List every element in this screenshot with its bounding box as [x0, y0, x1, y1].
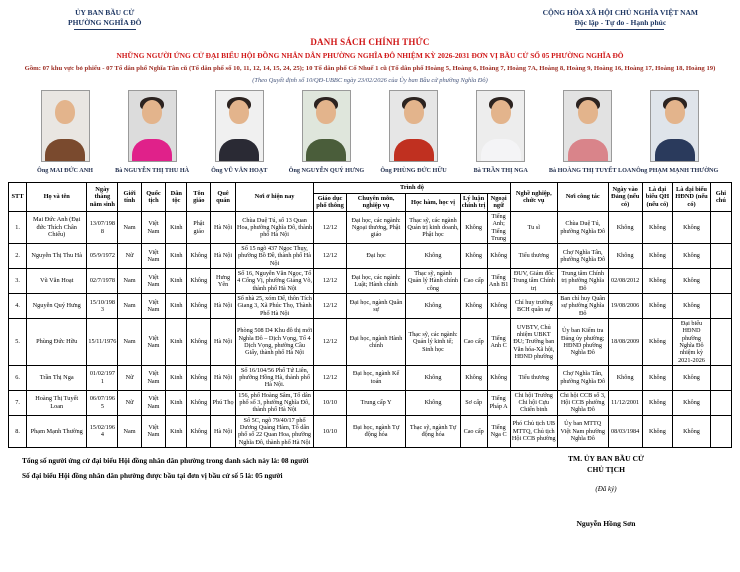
table-cell: Đại biểu HĐND phường Nghĩa Đô nhiệm kỳ 2021-2026: [673, 318, 711, 365]
table-cell: Kinh: [166, 415, 187, 447]
col-header-name: Họ và tên: [27, 183, 87, 212]
table-cell: [710, 269, 731, 294]
table-body: [9, 211, 732, 447]
table-cell: Thạc sỹ, các ngành: Quản lý kinh tế; Sinh học: [406, 318, 460, 365]
table-cell: Không: [187, 244, 211, 269]
candidate-photo-caption: Ông NGUYỄN QUÝ HƯNG: [288, 167, 365, 175]
table-cell: Không: [642, 318, 672, 365]
col-header-council-deputy: Là đại biểu HĐND (nếu có): [673, 183, 711, 212]
candidate-portrait-photo: [476, 90, 525, 162]
table-cell: Trần Thị Nga: [27, 365, 87, 390]
table-cell: Không: [673, 294, 711, 319]
table-cell: 11/12/2001: [608, 390, 642, 415]
table-cell: Không: [460, 211, 487, 243]
portrait-head-shape: [142, 100, 162, 124]
table-cell: Kinh: [166, 244, 187, 269]
table-cell: Phật giáo: [187, 211, 211, 243]
table-cell: Không: [673, 390, 711, 415]
table-cell: Không: [673, 244, 711, 269]
candidate-photo-caption: Ông VŨ VĂN HOẠT: [211, 167, 268, 175]
table-cell: Tiếng Anh B1: [487, 269, 510, 294]
table-cell: Không: [608, 365, 642, 390]
authority-line1: ỦY BAN BẦU CỬ: [75, 8, 135, 17]
table-cell: Kinh: [166, 390, 187, 415]
table-cell: 5.: [9, 318, 27, 365]
table-cell: Số 5C, ngõ 79/40/17 phố Dương Quảng Hàm, Tổ dân phố số 22 Quan Hoa, phường Nghĩa Đô, thành phố Hà Nội: [235, 415, 313, 447]
table-cell: Chi hội Trưởng Chi hội Cựu Chiến binh: [510, 390, 557, 415]
candidate-photo-caption: Ông PHẠM MẠNH THƯỜNG: [635, 167, 719, 175]
candidate-portrait-photo: [302, 90, 351, 162]
table-cell: Không: [608, 211, 642, 243]
table-cell: Chi hội CCB số 3, Hội CCB phường Nghĩa Đô: [557, 390, 608, 415]
document-title: DANH SÁCH CHÍNH THỨC: [310, 37, 430, 48]
table-cell: Không: [642, 294, 672, 319]
table-cell: Tiểu thương: [510, 244, 557, 269]
table-cell: 15/10/1983: [87, 294, 118, 319]
table-cell: Không: [187, 269, 211, 294]
portrait-torso-shape: [394, 139, 434, 162]
signer-name: Nguyễn Hồng Sơn: [576, 519, 636, 529]
portrait-head-shape: [229, 100, 249, 124]
table-cell: Phòng 508 D4 Khu đô thị mới Nghĩa Đô – Dịch Vọng, Tổ 4 Dịch Vọng, phường Cầu Giấy, thành phố Hà Nội: [235, 318, 313, 365]
candidate-photo-caption: Ông MAI ĐỨC ANH: [37, 167, 93, 175]
candidate-photo-caption: Bà NGUYỄN THỊ THU HÀ: [115, 167, 190, 175]
col-header-residence: Nơi ở hiện nay: [235, 183, 313, 212]
table-cell: 05/9/1972: [87, 244, 118, 269]
table-cell: Chợ Nghĩa Tân, phường Nghĩa Đô: [557, 244, 608, 269]
portrait-head-shape: [55, 100, 75, 124]
candidate-photo-card: [375, 90, 453, 174]
signature-block: [486, 454, 726, 528]
table-row: [9, 211, 732, 243]
table-cell: Không: [187, 294, 211, 319]
table-cell: Không: [187, 318, 211, 365]
table-cell: 19/08/2006: [608, 294, 642, 319]
table-cell: Kinh: [166, 269, 187, 294]
table-cell: [710, 415, 731, 447]
col-header-notes: Ghi chú: [710, 183, 731, 212]
table-cell: Kinh: [166, 294, 187, 319]
table-cell: Số 16/104/56 Phố Tứ Liên, phường Hồng Hà, thành phố Hà Nội.: [235, 365, 313, 390]
document-footer: [0, 454, 740, 528]
table-header: [9, 183, 732, 212]
table-cell: Đại học, các ngành: Luật; Hành chính: [346, 269, 405, 294]
portrait-torso-shape: [655, 139, 695, 162]
candidate-portrait-photo: [41, 90, 90, 162]
table-cell: [710, 365, 731, 390]
table-cell: Thạc sỹ, các ngành Quản trị kinh doanh, Phật học: [406, 211, 460, 243]
table-cell: Không: [642, 415, 672, 447]
table-cell: 06/07/1965: [87, 390, 118, 415]
authority-line2: PHƯỜNG NGHĨA ĐÔ: [68, 18, 142, 28]
portrait-head-shape: [491, 100, 511, 124]
table-cell: Đại học, ngành Quân sự: [346, 294, 405, 319]
table-cell: 4.: [9, 294, 27, 319]
col-header-foreign-language: Ngoại ngữ: [487, 193, 510, 211]
table-cell: 02/08/2012: [608, 269, 642, 294]
table-row: [9, 294, 732, 319]
portrait-head-shape: [404, 100, 424, 124]
table-cell: Không: [487, 244, 510, 269]
table-cell: Hà Nội: [211, 365, 236, 390]
portrait-torso-shape: [306, 139, 346, 162]
table-cell: Chợ Nghĩa Tân, phường Nghĩa Đô: [557, 365, 608, 390]
table-cell: Nữ: [118, 365, 141, 390]
table-cell: Không: [673, 211, 711, 243]
table-cell: 10/10: [314, 415, 347, 447]
table-cell: Hà Nội: [211, 415, 236, 447]
table-cell: Số nhà 25, xóm Dế, thôn Tích Giang 3, Xã Phúc Thọ, Thành Phố Hà Nội: [237, 295, 312, 317]
table-cell: Nam: [118, 211, 141, 243]
table-cell: Đại học: [346, 244, 405, 269]
table-cell: Việt Nam: [141, 294, 166, 319]
table-cell: Sơ cấp: [460, 390, 487, 415]
table-cell: Việt Nam: [141, 211, 166, 243]
col-header-religion: Tôn giáo: [187, 183, 211, 212]
table-cell: Thạc sỹ, ngành Tự động hóa: [406, 415, 460, 447]
candidate-photo-card: [287, 90, 365, 174]
table-cell: Phó Chủ tịch UB MTTQ, Chủ tịch Hội CCB phường: [510, 415, 557, 447]
portrait-head-shape: [578, 100, 598, 124]
table-cell: Kinh: [166, 365, 187, 390]
table-cell: Đại học, ngành Tự động hóa: [346, 415, 405, 447]
col-header-na-deputy: Là đại biểu QH (nếu có): [642, 183, 672, 212]
signing-title: CHỦ TỊCH: [586, 464, 626, 474]
col-header-hometown: Quê quán: [211, 183, 236, 212]
table-cell: UVBTV, Chủ nhiệm UBKT ĐU; Trưởng ban Văn hóa-Xã hội, HĐND phường: [510, 318, 557, 365]
candidate-portrait-photo: [128, 90, 177, 162]
table-row: [9, 269, 732, 294]
national-motto-block: [543, 8, 698, 30]
table-cell: Nam: [118, 269, 141, 294]
table-row: [9, 415, 732, 447]
col-header-ethnicity: Dân tộc: [166, 183, 187, 212]
table-cell: Hưng Yên: [211, 269, 236, 294]
table-cell: Tiếng Anh; Tiếng Trung: [487, 211, 510, 243]
table-cell: Không: [642, 365, 672, 390]
table-cell: 12/12: [314, 318, 347, 365]
col-header-political-theory: Lý luận chính trị: [460, 193, 487, 211]
table-cell: 08/03/1984: [608, 415, 642, 447]
table-row: [9, 390, 732, 415]
table-cell: Không: [673, 365, 711, 390]
table-cell: Không: [487, 294, 510, 319]
table-cell: Trung cấp Y: [346, 390, 405, 415]
table-cell: Số 15 ngõ 437 Ngọc Thụy, phường Bồ Đề, thành phố Hà Nội: [235, 244, 313, 269]
candidate-portrait-photo: [563, 90, 612, 162]
candidate-photo-card: [635, 90, 719, 175]
table-cell: Nữ: [118, 390, 141, 415]
table-cell: Trung tâm Chính trị phường Nghĩa Đô: [557, 269, 608, 294]
table-cell: Phùng Đức Hữu: [27, 318, 87, 365]
table-cell: 12/12: [314, 269, 347, 294]
table-cell: Hà Nội: [211, 244, 236, 269]
signing-authority: TM. ỦY BAN BẦU CỬ: [567, 453, 644, 463]
table-cell: Không: [460, 244, 487, 269]
table-cell: 01/02/1971: [87, 365, 118, 390]
table-cell: 02/7/1978: [87, 269, 118, 294]
table-cell: 3.: [9, 269, 27, 294]
table-cell: 15/11/1976: [87, 318, 118, 365]
table-cell: Chỉ huy trưởng BCH quân sự: [510, 294, 557, 319]
table-cell: Phạm Mạnh Thường: [27, 415, 87, 447]
table-cell: Không: [642, 211, 672, 243]
table-cell: Không: [460, 365, 487, 390]
table-cell: Tu sĩ: [510, 211, 557, 243]
col-header-academic: Học hàm, học vị: [406, 193, 460, 211]
table-row: [9, 318, 732, 365]
table-cell: Không: [608, 244, 642, 269]
table-cell: Tiếng Anh C: [487, 318, 510, 365]
table-cell: Cao cấp: [460, 415, 487, 447]
candidate-photo-caption: Bà HOÀNG THỊ TUYẾT LOAN: [548, 167, 636, 175]
document-subtitle: NHỮNG NGƯỜI ỨNG CỬ ĐẠI BIỂU HỘI ĐỒNG NHÂN DÂN PHƯỜNG NGHĨA ĐÔ NHIỆM KỲ 2026-2031 ĐƠN VỊ BẦU CỬ SỐ 05 PHƯỜNG NGHĨA ĐÔ: [116, 51, 624, 61]
table-cell: Không: [642, 269, 672, 294]
table-cell: Ban chỉ huy Quân sự phường Nghĩa Đô: [557, 294, 608, 319]
table-cell: Hoàng Thị Tuyết Loan: [27, 390, 87, 415]
seats-line: Số đại biểu Hội đồng nhân dân phường được bầu tại đơn vị bầu cử số 5 là: 05 người: [22, 470, 283, 480]
candidate-photo-card: [548, 90, 636, 175]
table-cell: 156, phố Hoàng Sâm, Tổ dân phố số 3, phường Nghĩa Đô, thành phố Hà Nội: [235, 390, 313, 415]
table-cell: Việt Nam: [141, 269, 166, 294]
table-cell: Hà Nội: [211, 294, 236, 319]
table-cell: Nguyễn Thị Thu Hà: [27, 244, 87, 269]
candidate-photo-card: [113, 90, 191, 174]
table-cell: Số 16, Nguyễn Văn Ngọc, Tổ 4 Cống Vị, phường Giảng Võ, thành phố Hà Nội: [237, 270, 313, 292]
national-title: CỘNG HÒA XÃ HỘI CHỦ NGHĨA VIỆT NAM: [542, 8, 698, 17]
table-cell: Không: [406, 294, 460, 319]
table-cell: Ủy ban MTTQ Việt Nam phường Nghĩa Đô: [557, 415, 608, 447]
portrait-torso-shape: [45, 139, 85, 162]
col-header-occupation: Nghề nghiệp, chức vụ: [510, 183, 557, 212]
portrait-torso-shape: [132, 139, 172, 162]
candidate-portrait-photo: [650, 90, 699, 162]
col-header-nationality: Quốc tịch: [141, 183, 166, 212]
table-cell: Không: [673, 269, 711, 294]
col-header-general-education: Giáo dục phổ thông: [314, 193, 347, 211]
table-cell: Việt Nam: [141, 390, 166, 415]
col-header-party-date: Ngày vào Đảng (nếu có): [608, 183, 642, 212]
table-cell: [710, 390, 731, 415]
candidate-photos-row: [0, 90, 740, 174]
table-row: [9, 365, 732, 390]
table-cell: Kinh: [166, 211, 187, 243]
table-cell: Không: [406, 390, 460, 415]
table-cell: Tiếng Pháp A: [487, 390, 510, 415]
table-cell: Không: [487, 365, 510, 390]
col-header-workplace: Nơi công tác: [557, 183, 608, 212]
table-cell: Thạc sỹ, ngành Quản lý Hành chính công: [406, 269, 460, 294]
table-cell: Nguyễn Quý Hưng: [27, 294, 87, 319]
table-cell: [710, 211, 731, 243]
col-header-professional: Chuyên môn, nghiệp vụ: [346, 193, 405, 211]
candidate-photo-caption: Ông PHÙNG ĐỨC HỮU: [380, 167, 447, 175]
table-cell: Việt Nam: [141, 318, 166, 365]
col-header-stt: STT: [9, 183, 27, 212]
table-cell: Không: [642, 244, 672, 269]
candidate-photo-card: [462, 90, 540, 174]
table-cell: Ủy ban Kiểm tra Đảng ủy phường; HĐND phường Nghĩa Đô: [557, 318, 608, 365]
national-motto: Độc lập - Tự do - Hạnh phúc: [574, 18, 667, 28]
table-cell: 2.: [9, 244, 27, 269]
table-cell: Không: [642, 390, 672, 415]
table-cell: 13/07/1988: [87, 211, 118, 243]
table-cell: 12/12: [314, 365, 347, 390]
table-cell: Chùa Duệ Tú, số 13 Quan Hoa, phường Nghĩa Đô, thành phố Hà Nội: [235, 211, 313, 243]
table-cell: Mai Đức Anh (Đại đức Thích Chân Chiếu): [27, 211, 87, 243]
candidate-portrait-photo: [389, 90, 438, 162]
title-block: [0, 37, 740, 84]
underline-rule: [74, 29, 136, 30]
table-cell: Không: [460, 294, 487, 319]
table-cell: Nữ: [118, 244, 141, 269]
table-cell: Phú Thọ: [211, 390, 236, 415]
table-cell: Không: [187, 390, 211, 415]
candidates-table: [8, 182, 732, 448]
table-cell: Không: [187, 415, 211, 447]
col-group-education: Trình độ: [314, 183, 511, 194]
table-cell: 12/12: [314, 211, 347, 243]
total-candidates-line: Tổng số người ứng cử đại biểu Hội đồng nhân dân phường trong danh sách này là: 08 người: [22, 455, 309, 465]
table-cell: Nam: [118, 415, 141, 447]
table-cell: [710, 244, 731, 269]
table-cell: 6.: [9, 365, 27, 390]
table-cell: Không: [406, 244, 460, 269]
table-cell: Kinh: [166, 318, 187, 365]
col-header-dob: Ngày tháng năm sinh: [87, 183, 118, 212]
decision-reference-line: (Theo Quyết định số 10/QĐ-UBBC ngày 23/02/2026 của Ủy ban Bầu cử phường Nghĩa Đô): [252, 77, 488, 85]
portrait-head-shape: [665, 100, 685, 124]
table-cell: Vũ Văn Hoạt: [27, 269, 87, 294]
table-cell: 15/02/1964: [87, 415, 118, 447]
underline-rule: [576, 29, 664, 30]
table-cell: Tiếng Nga C: [487, 415, 510, 447]
table-cell: Nam: [118, 318, 141, 365]
table-cell: 12/12: [314, 244, 347, 269]
col-header-gender: Giới tính: [118, 183, 141, 212]
portrait-torso-shape: [219, 139, 259, 162]
table-cell: Cao cấp: [460, 318, 487, 365]
table-cell: 10/10: [314, 390, 347, 415]
table-cell: Việt Nam: [141, 244, 166, 269]
issuing-authority-block: [68, 8, 141, 30]
portrait-torso-shape: [568, 139, 608, 162]
table-cell: Chùa Duệ Tú, phường Nghĩa Đô: [557, 211, 608, 243]
table-cell: Cao cấp: [460, 269, 487, 294]
table-cell: Nam: [118, 294, 141, 319]
table-cell: Việt Nam: [141, 365, 166, 390]
table-cell: Hà Nội: [211, 318, 236, 365]
signed-note: (Đã ký): [595, 485, 617, 494]
table-cell: Đại học, ngành Hành chính: [346, 318, 405, 365]
candidate-photo-caption: Bà TRẦN THỊ NGA: [473, 167, 528, 175]
table-cell: Việt Nam: [141, 415, 166, 447]
table-cell: Không: [673, 415, 711, 447]
candidate-photo-card: [200, 90, 278, 174]
table-row: [9, 244, 732, 269]
table-cell: 12/12: [314, 294, 347, 319]
table-cell: [710, 294, 731, 319]
table-cell: 7.: [9, 390, 27, 415]
candidate-portrait-photo: [215, 90, 264, 162]
table-cell: Hà Nội: [211, 211, 236, 243]
table-cell: [710, 318, 731, 365]
table-cell: Đại học, các ngành: Ngoại thương, Phật giáo: [346, 211, 405, 243]
table-cell: Không: [187, 365, 211, 390]
candidate-photo-card: [26, 90, 104, 174]
portrait-head-shape: [316, 100, 336, 124]
table-cell: ĐUV, Giám đốc Trung tâm Chính trị: [510, 269, 557, 294]
table-cell: Đại học, ngành Kế toán: [346, 365, 405, 390]
table-cell: 1.: [9, 211, 27, 243]
table-cell: 18/08/2009: [608, 318, 642, 365]
table-cell: 8.: [9, 415, 27, 447]
election-units-line: Gồm: 07 khu vực bỏ phiếu - 07 Tổ dân phố Nghĩa Tân cũ (Tổ dân phố số 10, 11, 12, 14, 15, 24, 25); 10 Tổ dân phố Cổ Nhuế 1 cũ (Tổ dân phố Hoàng 5, Hoàng 6, Hoàng 7, Hoàng 7A, Hoàng 8, Hoàng 9, Hoàng 16, Hoàng 17, Hoàng 18, Hoàng 19): [24, 65, 716, 73]
table-cell: Tiểu thương: [510, 365, 557, 390]
document-header: [0, 8, 740, 30]
summary-block: [22, 454, 486, 528]
portrait-torso-shape: [481, 139, 521, 162]
table-cell: Không: [406, 365, 460, 390]
